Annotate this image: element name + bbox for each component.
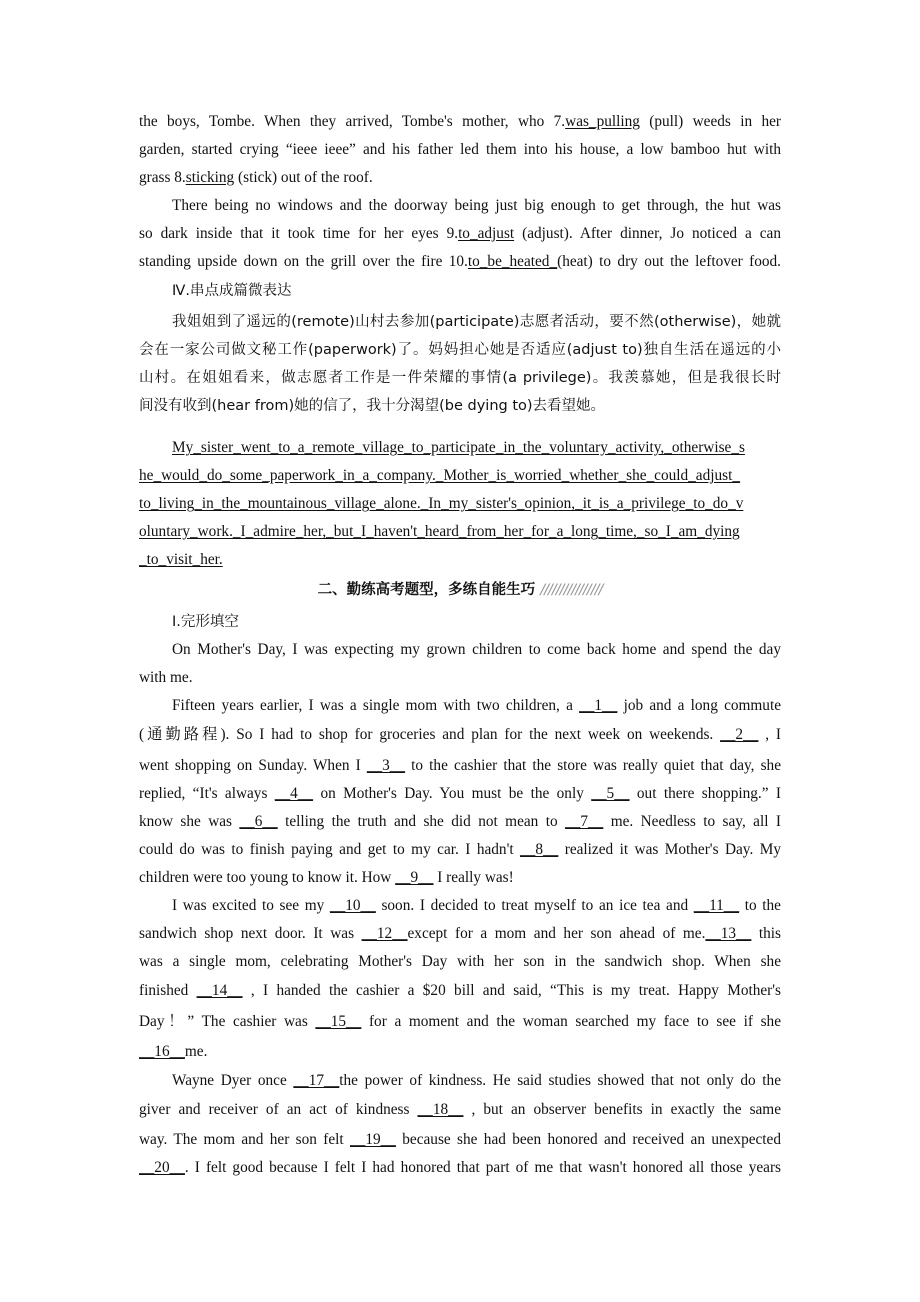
text-line xyxy=(172,896,781,916)
text-line xyxy=(139,140,781,160)
text-segment: me. Needless to say, all I xyxy=(603,813,781,830)
text-segment: I really was! xyxy=(433,869,514,886)
text-segment: replied, “It's always xyxy=(139,785,275,802)
text-line xyxy=(139,1042,781,1062)
answer-blank: __20__ xyxy=(139,1159,185,1176)
answer-blank: My_sister_went_to_a_remote_village_to_participate_in_the_voluntary_activity,_otherwise_s xyxy=(172,439,745,456)
answer-blank: __19__ xyxy=(350,1131,396,1148)
text-line xyxy=(172,312,781,332)
answer-blank: __12__ xyxy=(361,925,408,942)
text-segment: except for a mom and her son ahead of me. xyxy=(407,925,706,942)
text-line xyxy=(139,522,781,542)
text-line xyxy=(139,1100,781,1120)
text-segment: to the xyxy=(739,897,781,914)
answer-blank: sticking xyxy=(185,169,235,186)
text-line xyxy=(139,1158,781,1178)
text-line xyxy=(172,196,781,216)
text-segment: for a moment and the woman searched my face to see if she xyxy=(361,1013,781,1030)
text-segment: (adjust). After dinner, Jo noticed a can xyxy=(514,225,781,242)
text-line xyxy=(139,340,781,360)
text-segment: sandwich shop next door. It was xyxy=(139,925,362,942)
text-line xyxy=(172,438,781,458)
text-segment: job and a long commute xyxy=(617,697,781,714)
answer-blank: __1__ xyxy=(579,697,618,714)
text-line xyxy=(139,168,781,188)
answer-blank: __15__ xyxy=(315,1013,362,1030)
text-segment: 会在一家公司做文秘工作(paperwork)了。妈妈担心她是否适应(adjust to)独自生活在遥远的小 xyxy=(139,342,781,358)
text-segment: (heat) to dry out the leftover food. xyxy=(557,253,781,270)
text-line xyxy=(139,924,781,944)
heading-decoration: //////////////// xyxy=(540,582,603,598)
text-line xyxy=(139,952,781,972)
text-line xyxy=(139,368,781,388)
text-segment: went shopping on Sunday. When I xyxy=(139,757,367,774)
text-segment: this xyxy=(751,925,781,942)
text-segment: (通勤路程). So I had to shop for groceries and plan for the next week on weekends. xyxy=(139,726,721,743)
text-segment: soon. I decided to treat myself to an ice tea and xyxy=(375,897,694,914)
answer-blank: to_adjust xyxy=(458,225,515,242)
text-line xyxy=(139,840,781,860)
text-segment: the power of kindness. He said studies showed that not only do the xyxy=(339,1072,781,1089)
answer-blank: __17__ xyxy=(293,1072,340,1089)
answer-blank: _to_visit_her. xyxy=(139,551,223,568)
text-segment: Ⅳ.串点成篇微表达 xyxy=(172,283,292,299)
text-line xyxy=(172,1071,781,1091)
text-segment: There being no windows and the doorway being just big enough to get through, the hut was xyxy=(172,197,781,214)
text-segment: grass 8. xyxy=(139,169,186,186)
answer-blank: to_be_heated_ xyxy=(467,253,558,270)
text-segment: to the cashier that the store was really quiet that day, she xyxy=(405,757,781,774)
text-line xyxy=(139,756,781,776)
text-segment: garden, started crying “ieee ieee” and his father led them into his house, a low bamboo hut with xyxy=(139,141,781,158)
text-segment: 间没有收到(hear from)她的信了，我十分渴望(be dying to)去看望她。 xyxy=(139,398,606,414)
text-line xyxy=(139,1130,781,1150)
text-segment: Wayne Dyer once xyxy=(172,1072,294,1089)
answer-blank: __9__ xyxy=(395,869,434,886)
answer-blank: __10__ xyxy=(329,897,376,914)
text-line xyxy=(139,396,781,416)
answer-blank: to_living_in_the_mountainous_village_alone._In_my_sister's_opinion,_it_is_a_privilege_to_do_v xyxy=(139,495,744,512)
answer-blank: __2__ xyxy=(720,726,759,743)
text-segment: (pull) weeds in her xyxy=(639,113,781,130)
text-segment: because she had been honored and received an unexpected xyxy=(395,1131,781,1148)
text-segment: (stick) out of the roof. xyxy=(234,169,373,186)
text-segment: so dark inside that it took time for her eyes 9. xyxy=(139,225,459,242)
answer-blank: __16__ xyxy=(139,1043,185,1060)
text-line xyxy=(139,494,781,514)
answer-blank: __13__ xyxy=(705,925,752,942)
section-heading-text: 二、勤练高考题型，多练自能生巧 xyxy=(317,582,536,598)
answer-blank: __7__ xyxy=(565,813,604,830)
answer-blank: __14__ xyxy=(196,982,243,999)
answer-blank: he_would_do_some_paperwork_in_a_company._Mother_is_worried_whether_she_could_adjust_ xyxy=(139,467,740,484)
text-line xyxy=(139,1012,781,1032)
text-segment: could do was to finish paying and get to my car. I hadn't xyxy=(139,841,521,858)
text-segment: children were too young to know it. How xyxy=(139,869,396,886)
answer-blank: oluntary_work._I_admire_her,_but_I_haven't_heard_from_her_for_a_long_time,_so_I_am_dying xyxy=(139,523,740,540)
text-segment: telling the truth and she did not mean to xyxy=(277,813,566,830)
answer-blank: __4__ xyxy=(274,785,314,802)
text-line xyxy=(139,981,781,1001)
text-segment: . I felt good because I felt I had honored that part of me that wasn't honored all those years xyxy=(184,1159,781,1176)
text-line xyxy=(139,784,781,804)
text-segment: realized it was Mother's Day. My xyxy=(558,841,781,858)
text-line xyxy=(139,725,781,745)
text-segment: know she was xyxy=(139,813,240,830)
text-segment: Fifteen years earlier, I was a single mom with two children, a xyxy=(172,697,580,714)
answer-blank: __6__ xyxy=(239,813,278,830)
text-segment: , I handed the cashier a $20 bill and said, “This is my treat. Happy Mother's xyxy=(242,982,781,999)
text-line xyxy=(172,696,781,716)
text-line xyxy=(139,112,781,132)
text-segment: , I xyxy=(758,726,781,743)
text-line xyxy=(139,224,781,244)
text-segment: I was excited to see my xyxy=(172,897,330,914)
answer-blank: __8__ xyxy=(520,841,559,858)
text-line xyxy=(172,640,781,660)
text-segment: finished xyxy=(139,982,197,999)
text-segment: standing upside down on the grill over the fire 10. xyxy=(139,253,468,270)
answer-blank: was_pulling xyxy=(565,113,640,130)
text-segment: 我姐姐到了遥远的(remote)山村去参加(participate)志愿者活动，要不然(otherwise)，她就 xyxy=(172,314,781,330)
text-segment: way. The mom and her son felt xyxy=(139,1131,351,1148)
answer-blank: __5__ xyxy=(591,785,630,802)
section-heading xyxy=(0,578,920,599)
text-segment: me. xyxy=(184,1043,208,1060)
text-segment: with me. xyxy=(139,669,193,686)
text-line xyxy=(139,550,781,570)
answer-blank: __18__ xyxy=(417,1101,464,1118)
text-segment: out there shopping.” I xyxy=(629,785,781,802)
answer-blank: __3__ xyxy=(366,757,406,774)
text-line xyxy=(172,612,781,632)
text-line xyxy=(139,812,781,832)
text-segment: on Mother's Day. You must be the only xyxy=(313,785,592,802)
text-segment: 山村。在姐姐看来，做志愿者工作是一件荣耀的事情(a privilege)。我羡慕她，但是我很长时 xyxy=(139,370,781,386)
text-line xyxy=(139,252,781,272)
text-line xyxy=(172,281,781,301)
text-segment: was a single mom, celebrating Mother's Day with her son in the sandwich shop. When she xyxy=(139,953,781,970)
text-segment: , but an observer benefits in exactly the same xyxy=(463,1101,781,1118)
text-segment: giver and receiver of an act of kindness xyxy=(139,1101,418,1118)
text-segment: Ⅰ.完形填空 xyxy=(172,614,239,630)
text-line xyxy=(139,668,781,688)
text-line xyxy=(139,466,781,486)
text-segment: Day！” The cashier was xyxy=(139,1013,316,1030)
answer-blank: __11__ xyxy=(693,897,740,914)
text-segment: On Mother's Day, I was expecting my grown children to come back home and spend the day xyxy=(172,641,781,658)
text-line xyxy=(139,868,781,888)
text-segment: the boys, Tombe. When they arrived, Tombe's mother, who 7. xyxy=(139,113,566,130)
